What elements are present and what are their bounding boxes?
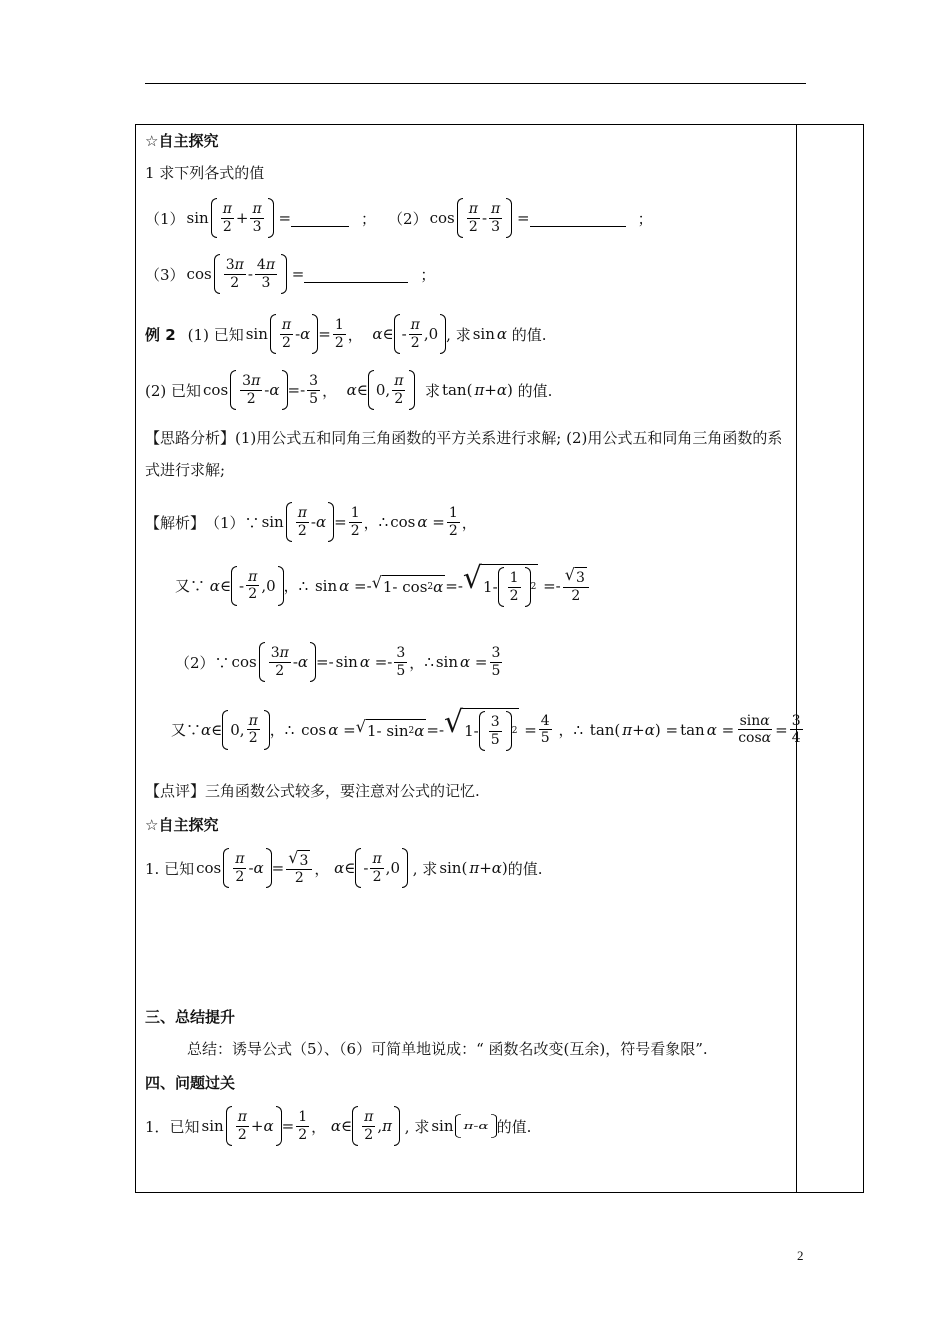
answer-blank[interactable] <box>304 266 408 283</box>
analysis-paragraph: 【思路分析】(1)用公式五和同角三角函数的平方关系进行求解; (2)用公式五和同角三角函数的系式进行求解; <box>145 429 783 479</box>
answer-blank[interactable] <box>530 210 626 227</box>
solution-step-4: 又∵ α ∈ 0, $\frac{\pi}{2}$ ， ∴ cos α = √ 1- sin 2 α =- √ 1- $\frac{3}{5}$ 2 = $\frac{4}{5}$ ， ∴ tan( π + α ) = tan α = $\frac{\sin\alpha}{\cos\alpha}$ = $\frac{3}{4}$ <box>171 708 805 751</box>
item-number: （3） <box>145 265 185 284</box>
section-title-explore: ☆自主探究 <box>145 132 219 150</box>
table-column-divider <box>796 124 797 1193</box>
solution-step-3: （2）∵ cos $\frac{3\pi}{2}$ - α =- sin α =- $\frac{3}{5}$ ， ∴ sin α = $\frac{3}{5}$ <box>175 642 504 682</box>
section-title-explore-2: ☆自主探究 <box>145 816 219 834</box>
item-number: （1） <box>145 209 185 228</box>
explore-question: 1. 已知 cos $\frac{\pi}{2}$ - α = √ 3 2 ， α ∈ - $\frac{\pi}{2}$ ,0 , 求 sin( π + α ) 的值. <box>145 847 543 886</box>
section-title-problems: 四、问题过关 <box>145 1074 236 1092</box>
comment-tag: 【点评】 <box>145 782 206 800</box>
example-2-part-1: 例 2 (1) 已知 sin $\frac{\pi}{2}$ - α = $\frac{1}{2}$ ， α ∈ - $\frac{\pi}{2}$ ,0 , 求 sin α 的值. <box>145 314 547 354</box>
exercise-row-2: （3） cos $\frac{3\pi}{2}$ - $\frac{4\pi}{3}$ = ； <box>145 254 435 294</box>
solution-step-1: 【解析】 （1）∵ sin $\frac{\pi}{2}$ - α = $\frac{1}{2}$ ， ∴ cos α = $\frac{1}{2}$ ， <box>145 502 477 542</box>
worksheet-content <box>145 124 801 1193</box>
section-title-summary: 三、总结提升 <box>145 1008 236 1026</box>
summary-text: 总结：诱导公式（5）、（6）可简单地说成：“ 函数名改变(互余)，符号看象限”. <box>187 1040 708 1058</box>
example-label: 例 2 <box>145 325 176 344</box>
answer-blank[interactable] <box>291 210 349 227</box>
solution-tag: 【解析】 <box>145 513 206 532</box>
solution-step-2: 又∵ α ∈ - $\frac{\pi}{2}$ ,0 ， ∴ sin α =- √ 1- cos 2 α =- √ 1- $\frac{1}{2}$ 2 =- √ 3 2 <box>175 564 591 607</box>
example-2-part-2: (2) 已知 cos $\frac{3\pi}{2}$ - α =- $\frac{3}{5}$ ， α ∈ 0, $\frac{\pi}{2}$ 求 tan( π + α ) 的值. <box>145 370 552 410</box>
analysis-tag: 【思路分析】 <box>145 429 236 447</box>
header-rule <box>145 83 806 84</box>
page-number: 2 <box>797 1248 804 1263</box>
exercise-intro: 1 求下列各式的值 <box>145 164 265 182</box>
comment-line: 【点评】 三角函数公式较多，要注意对公式的记忆. <box>145 782 480 800</box>
problem-question: 1．已知 sin $\frac{\pi}{2}$ + α = $\frac{1}{2}$ ， α ∈ $\frac{\pi}{2}$ , π , 求 sin π - α 的值. <box>145 1106 531 1146</box>
exercise-row-1: （1） sin $\frac{\pi}{2}$ + $\frac{\pi}{3}$ = ； （2） cos $\frac{\pi}{2}$ - $\frac{\pi}{3}$ = ； <box>145 198 653 238</box>
item-number: （2） <box>388 209 428 228</box>
